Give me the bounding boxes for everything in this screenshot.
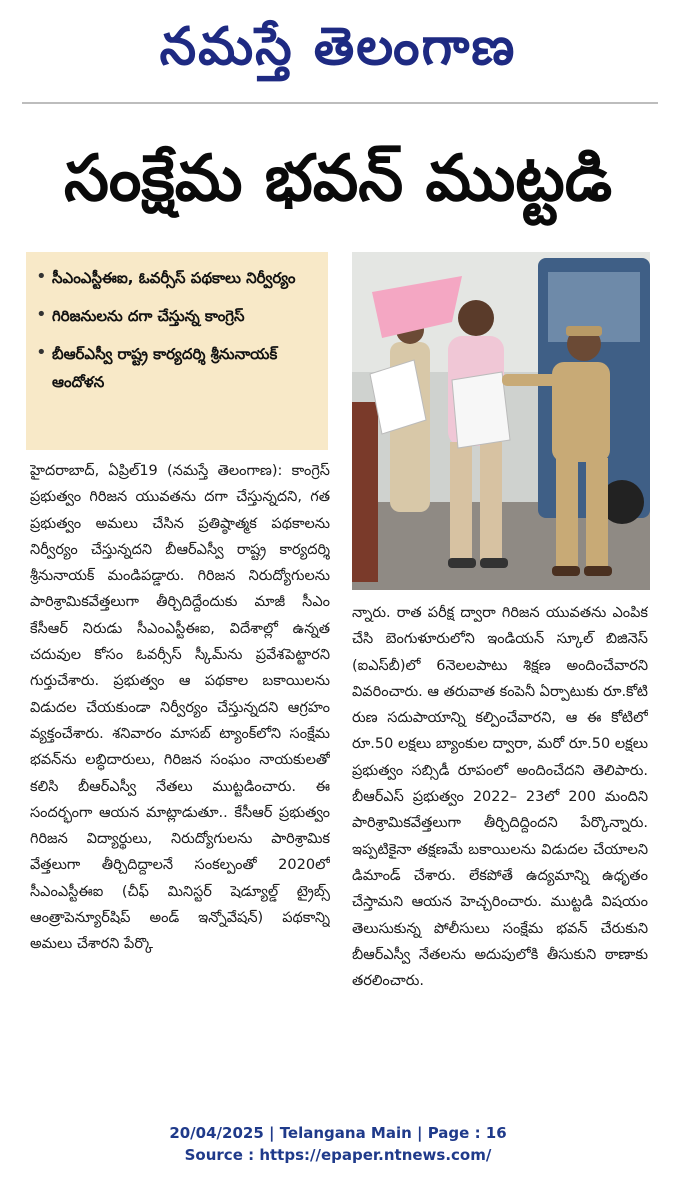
footer-dateline: 20/04/2025 | Telangana Main | Page : 16 — [169, 1124, 507, 1142]
protest-photo-illustration — [352, 252, 650, 590]
masthead-title: నమస్తే తెలంగాణ — [159, 16, 517, 77]
highlight-text: గిరిజనులను దగా చేస్తున్న కాంగ్రెస్ — [52, 307, 245, 325]
article-body-right: న్నారు. రాత పరీక్ష ద్వారా గిరిజన యువతను ఎంపిక చేసి బెంగుళూరులోని ఇండియన్ స్కూల్ బిజినెస్ (ఐఎస్‌బీ)లో 6నెలలపాటు శిక్షణ అందించేవారని వివరించారు. ఆ తరువాత కంపెనీ ఏర్పాటుకు రూ.కోటి రుణ సదుపాయాన్ని కల్పించేవారని, ఆ ఈ కోటిలో రూ.50 లక్షలు బ్యాంకుల ద్వారా, మరో రూ.50 లక్షలు ప్రభుత్వం సబ్సిడీ రూపంలో అందించేదని తెలిపారు. బీఆర్ఎస్ ప్రభుత్వం 2022– 23లో 200 మందిని పారిశ్రామికవేత్తలుగా తీర్చిదిద్దిందని పేర్కొన్నారు. ఇప్పటికైనా తక్షణమే బకాయిలను విడుదల చేయాలని డిమాండ్ చేశారు. లేకపోతే ఉద్యమాన్ని ఉధృతం చేస్తామని ఆయన హెచ్చరించారు. ముట్టడి విషయం తెలుసుకున్న పోలీసులు సంక్షేమ భవన్ చేరుకుని బీఆర్ఎస్వీ నేతలను అదుపులోకి తీసుకుని ఠాణాకు తరలించారు. — [352, 605, 648, 990]
bullet-icon: • — [36, 304, 47, 325]
footer-source: Source : https://epaper.ntnews.com/ — [184, 1146, 492, 1164]
highlight-text: సీఎంఎస్టీఈఐ, ఓవర్సీస్ పథకాలు నిర్వీర్యం — [52, 269, 296, 287]
masthead-divider — [22, 102, 658, 104]
highlights-box — [26, 252, 328, 450]
bullet-icon: • — [36, 342, 47, 363]
highlight-item — [36, 340, 318, 396]
article-headline: సంక్షేమ భవన్ ముట్టడి — [63, 141, 613, 216]
highlight-item — [36, 302, 318, 330]
news-photo — [352, 252, 650, 590]
highlight-text: బీఆర్ఎస్వీ రాష్ట్ర కార్యదర్శి శ్రీనునాయక్ ఆందోళన — [52, 345, 278, 391]
highlight-item — [36, 264, 318, 292]
bullet-icon: • — [36, 266, 47, 287]
article-body-left: హైదరాబాద్, ఏప్రిల్19 (నమస్తే తెలంగాణ): కాంగ్రెస్ ప్రభుత్వం గిరిజన యువతను దగా చేస్తున్నదని, గత ప్రభుత్వం అమలు చేసిన ప్రతిష్ఠాత్మక పథకాలను నిర్వీర్యం చేస్తున్నదని బీఆర్ఎస్వీ రాష్ట్ర కార్యదర్శి శ్రీనునాయక్ మండిపడ్డారు. గిరిజన నిరుద్యోగులను పారిశ్రామికవేత్తలుగా తీర్చిదిద్దేందుకు మాజీ సీఎం కేసీఆర్ నిరుడు సీఎంఎస్టీఈఐ, విదేశాల్లో ఉన్నత చదువుల కోసం ఓవర్సీస్ స్కీమ్‌ను ప్రవేశపెట్టారని గుర్తుచేశారు. ప్రభుత్వం ఆ పథకాల బకాయిలను విడుదల చేయకుండా నిర్వీర్యం చేస్తున్నదని ఆగ్రహం వ్యక్తంచేశారు. శనివారం మాసబ్ ట్యాంక్‌లోని సంక్షేమ భవన్‌ను లబ్ధిదారులు, గిరిజన సంఘం నాయకులతో కలిసి బీఆర్ఎస్వీ నేతలు ముట్టడించారు. ఈ సందర్భంగా ఆయన మాట్లాడుతూ.. కేసీఆర్ ప్రభుత్వం గిరిజన విద్యార్థులు, నిరుద్యోగులను పారిశ్రామిక వేత్తలుగా తీర్చిదిద్దాలనే సంకల్పంతో 2020లో సీఎంఎస్టీఈఐ (చీఫ్ మినిస్టర్ షెడ్యూల్డ్ ట్రైబ్స్ ఆంత్రాపెన్యూర్‌షిప్ అండ్ ఇన్నోవేషన్) పథకాన్ని అమలు చేశారని పేర్కొ — [30, 463, 330, 953]
masthead-logo — [0, 8, 676, 86]
